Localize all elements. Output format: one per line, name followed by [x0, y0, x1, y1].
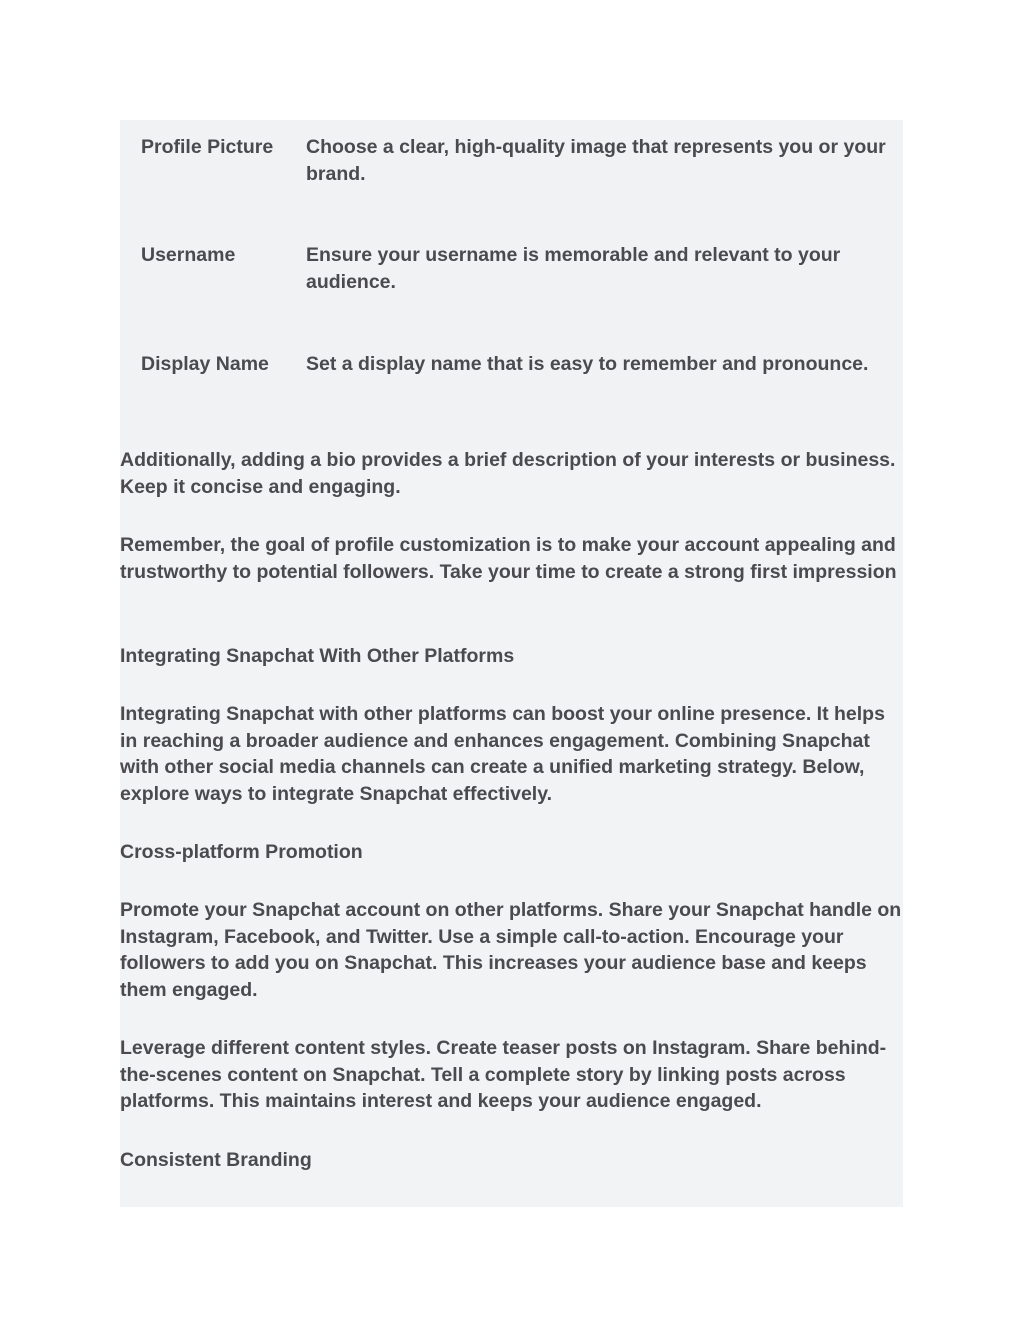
customization-paragraph: Remember, the goal of profile customization is to make your account appealing and trustworthy to potential followers. Take your time to create a strong first impression: [120, 534, 897, 583]
row-label: Display Name: [141, 353, 269, 375]
row-description: Set a display name that is easy to remember and pronounce.: [306, 353, 869, 375]
row-description: Choose a clear, high-quality image that represents you or your brand.: [306, 136, 886, 185]
integrating-heading: Integrating Snapchat With Other Platforms: [120, 645, 515, 667]
bio-paragraph: Additionally, adding a bio provides a brief description of your interests or business. Keep it concise and engaging.: [120, 449, 896, 498]
cross-platform-heading: Cross-platform Promotion: [120, 841, 363, 863]
profile-settings-table: [120, 120, 903, 450]
leverage-paragraph: Leverage different content styles. Create teaser posts on Instagram. Share behind-the-scenes content on Snapchat. Tell a complete story by linking posts across platforms. This maintains interest and keeps your audience engaged.: [120, 1037, 887, 1112]
content-panel: [120, 120, 903, 1207]
promote-paragraph: Promote your Snapchat account on other platforms. Share your Snapchat handle on Instagram, Facebook, and Twitter. Use a simple call-to-action. Encourage your followers to add you on Snapchat. This increases your audience base and keeps them engaged.: [120, 899, 902, 1001]
branding-heading: Consistent Branding: [120, 1149, 312, 1171]
row-label: Username: [141, 244, 236, 266]
row-description: Ensure your username is memorable and relevant to your audience.: [306, 244, 841, 293]
integrating-paragraph: Integrating Snapchat with other platforms can boost your online presence. It helps in reaching a broader audience and enhances engagement. Combining Snapchat with other social media channels can create a unified marketing strategy. Below, explore ways to integrate Snapchat effectively.: [120, 703, 885, 805]
row-label: Profile Picture: [141, 136, 274, 158]
